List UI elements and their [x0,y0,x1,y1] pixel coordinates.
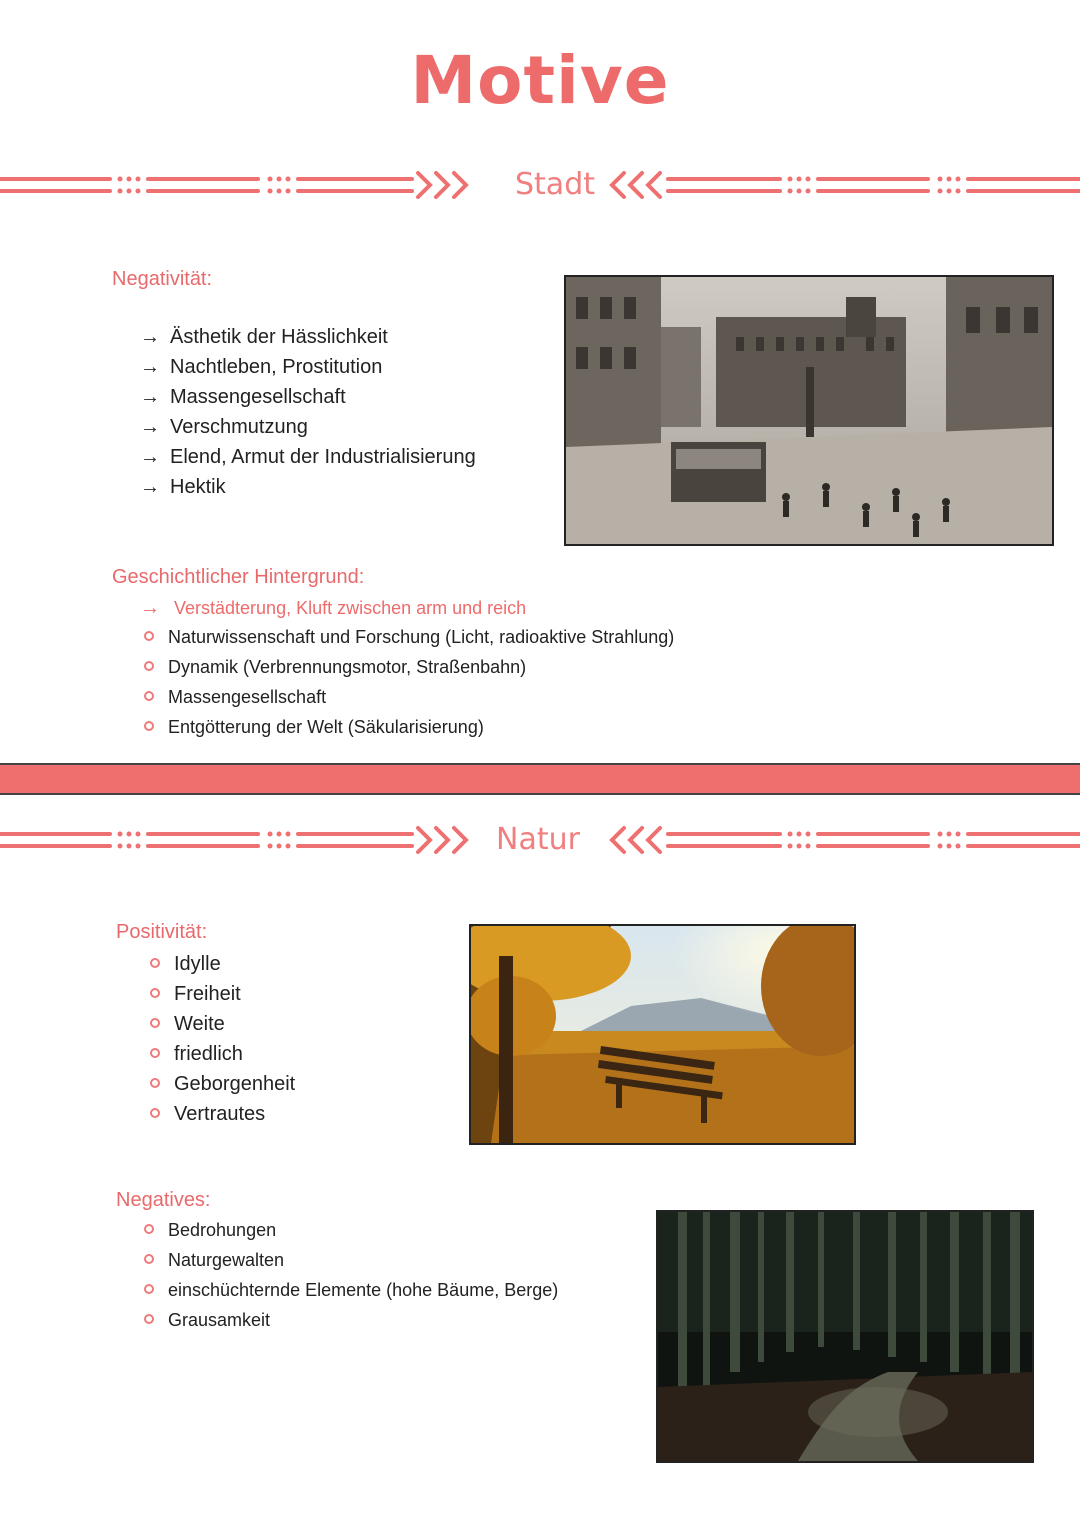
section-divider-stadt [0,165,1080,205]
autumn-bench-photo [469,924,856,1145]
list-item: Naturwissenschaft und Forschung (Licht, radioaktive Strahlung) [144,627,674,657]
city-photo-drawing [566,277,1052,544]
stadt-negativ-list [140,326,476,506]
arrow-right-icon: → [140,326,160,348]
list-item: Vertrautes [150,1103,295,1133]
natur-positiv-heading: Positivität: [116,921,208,943]
arrow-right-icon: → [140,356,160,378]
list-item: Idylle [150,953,295,983]
list-item: friedlich [150,1043,295,1073]
list-item: → Ästhetik der Hässlichkeit [140,326,388,348]
list-item: → Massengesellschaft [140,386,346,408]
stadt-geschichte-heading: Geschichtlicher Hintergrund: [112,566,365,588]
dark-forest-photo [656,1210,1034,1463]
city-street-photo [564,275,1054,546]
bullet-icon [150,988,160,998]
list-item: Freiheit [150,983,295,1013]
list-item: Entgötterung der Welt (Säkularisierung) [144,717,674,747]
arrow-right-icon: → [140,446,160,468]
bullet-icon [144,691,154,701]
list-item: → Verschmutzung [140,416,308,438]
stadt-geschichte-list [144,627,674,747]
list-item: Bedrohungen [144,1220,558,1250]
list-item: Weite [150,1013,295,1043]
list-item: Dynamik (Verbrennungsmotor, Straßenbahn) [144,657,674,687]
bullet-icon [144,631,154,641]
arrow-right-icon: → [140,597,160,619]
bullet-icon [144,1224,154,1234]
list-item: Grausamkeit [144,1310,558,1340]
bullet-icon [144,661,154,671]
natur-negativ-list [144,1220,558,1340]
forest-photo-drawing [658,1212,1032,1461]
natur-negativ-heading: Negatives: [116,1189,211,1211]
bullet-icon [150,1048,160,1058]
bullet-icon [150,1078,160,1088]
section-separator-band [0,763,1080,795]
list-item: → Elend, Armut der Industrialisierung [140,446,476,468]
natur-positiv-list [150,953,295,1133]
geschichte-lead: → Verstädterung, Kluft zwischen arm und reich [140,597,527,619]
autumn-photo-drawing [471,926,854,1143]
arrow-right-icon: → [140,386,160,408]
list-item: Massengesellschaft [144,687,674,717]
section-label-stadt: Stadt [515,167,595,202]
bullet-icon [150,1018,160,1028]
section-divider-natur [0,820,1080,860]
list-item: Geborgenheit [150,1073,295,1103]
bullet-icon [144,721,154,731]
list-item: Naturgewalten [144,1250,558,1280]
section-label-natur: Natur [496,822,580,857]
bullet-icon [144,1314,154,1324]
bullet-icon [144,1284,154,1294]
bullet-icon [150,1108,160,1118]
bullet-icon [150,958,160,968]
bullet-icon [144,1254,154,1264]
arrow-right-icon: → [140,476,160,498]
list-item: einschüchternde Elemente (hohe Bäume, Berge) [144,1280,558,1310]
list-item: → Hektik [140,476,226,498]
arrow-right-icon: → [140,416,160,438]
list-item: → Nachtleben, Prostitution [140,356,383,378]
stadt-negativ-heading: Negativität: [112,268,213,290]
page-title: Motive [410,42,670,119]
